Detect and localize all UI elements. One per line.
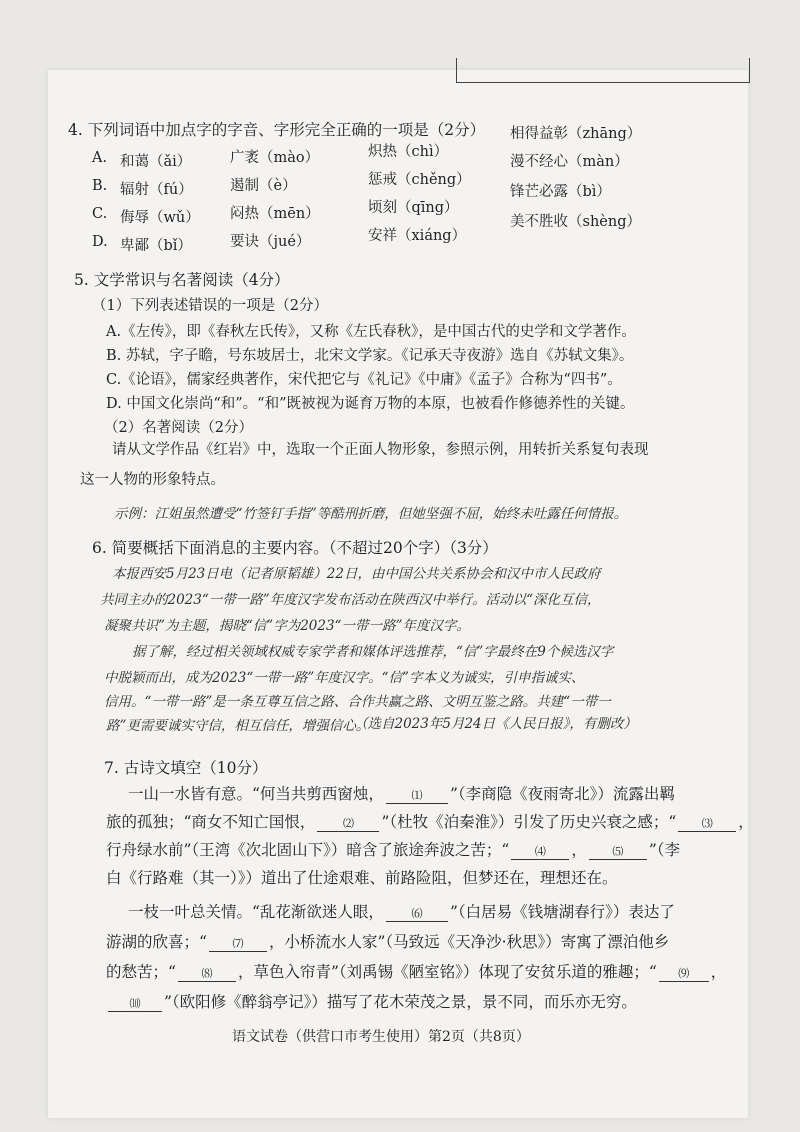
q6-line2: 共同主办的2023“一带一路”年度汉字发布活动在陕西汉中举行。活动以“深化互信， (100, 592, 601, 608)
q7-line6 (106, 930, 669, 952)
q4-b-label: B. (92, 178, 108, 194)
q7-line8 (106, 990, 637, 1012)
q6-line3: 凝聚共识”为主题，揭晓“信”字为2023“一带一路”年度汉字。 (104, 618, 470, 634)
q4-b-item3: 惩戒（chěng） (368, 172, 471, 188)
q6-stem: 6. 简要概括下面消息的主要内容。（不超过20个字）（3分） (92, 539, 498, 557)
q4-a-item2: 广袤（mào） (230, 150, 320, 166)
q7-line1 (128, 782, 675, 804)
q5-part1-stem: （1）下列表述错误的一项是（2分） (92, 298, 328, 314)
q4-a-item4: 相得益彰（zhāng） (510, 126, 642, 142)
q7-line7-text-a: 的愁苦；“ (106, 963, 176, 981)
q4-d-label: D. (92, 234, 108, 250)
q5-part2-line1: 请从文学作品《红岩》中，选取一个正面人物形象，参照示例，用转折关系复句表现 (112, 442, 649, 458)
q7-blank-8[interactable]: ⑻ (178, 967, 236, 982)
q7-line3-text-c: ”（李 (648, 841, 681, 859)
q7-blank-9[interactable]: ⑼ (659, 967, 709, 982)
q7-line4: 白《行路难（其一）》）道出了仕途艰难、前路险阻，但梦还在，理想还在。 (106, 869, 618, 887)
q7-blank-5[interactable]: ⑸ (589, 845, 647, 860)
q6-line4: 据了解，经过相关领域权威专家学者和媒体评选推荐，“信”字最终在9个候选汉字 (132, 644, 614, 660)
q4-a-label: A. (92, 150, 108, 166)
q7-line5 (128, 900, 675, 922)
q7-blank-6[interactable]: ⑹ (386, 907, 448, 922)
q5-option-a: A.《左传》，即《春秋左氏传》，又称《左氏春秋》，是中国古代的史学和文学著作。 (106, 324, 636, 340)
q4-b-item1: 辐射（fú） (120, 182, 193, 198)
q5-option-c: C.《论语》，儒家经典著作，宋代把它与《礼记》《中庸》《孟子》合称为“四书”。 (106, 372, 622, 388)
q7-line7-text-b: ，草色入帘青”（刘禹锡《陋室铭》）体现了安贫乐道的雅趣；“ (237, 963, 657, 981)
q5-part2-line2: 这一人物的形象特点。 (80, 472, 225, 488)
q7-line7-text-c: ， (710, 963, 727, 981)
q7-blank-7[interactable]: ⑺ (209, 937, 267, 952)
q4-a-item1: 和蔼（ǎi） (120, 154, 192, 170)
q4-b-item4: 漫不经心（màn） (510, 154, 629, 170)
q7-line6-text-b: ，小桥流水人家”（马致远《天净沙·秋思》）寄寓了漂泊他乡 (268, 933, 670, 951)
q4-stem: 4. 下列词语中加点字的字音、字形完全正确的一项是（2分） (68, 121, 486, 139)
q5-option-d: D. 中国文化崇尚“和”。“和”既被视为诞育万物的本原，也被看作修德养性的关键。 (106, 396, 635, 412)
q4-c-item4: 锋芒必露（bì） (510, 184, 611, 200)
q7-blank-4[interactable]: ⑷ (511, 845, 569, 860)
q7-line3-text-b: ， (571, 841, 587, 859)
q4-d-item3: 安祥（xiáng） (368, 228, 467, 244)
q7-line1-text-a: 一山一水皆有意。“何当共剪西窗烛， (128, 785, 384, 803)
q4-a-item3: 炽热（chì） (368, 144, 449, 160)
page-footer: 语文试卷（供营口市考生使用）第2页（共8页） (232, 1029, 530, 1045)
q5-part2-stem: （2）名著阅读（2分） (104, 420, 253, 436)
q7-blank-1[interactable]: ⑴ (386, 789, 448, 804)
q6-line5: 中脱颖而出，成为2023“一带一路”年度汉字。“信”字本义为诚实，引申指诚实、 (104, 670, 585, 686)
q7-stem: 7. 古诗文填空（10分） (104, 759, 268, 777)
score-box (456, 58, 750, 83)
q4-c-label: C. (92, 206, 108, 222)
q4-d-item1: 卑鄙（bǐ） (120, 238, 192, 254)
exam-page (48, 70, 754, 1118)
q6-line1: 本报西安5月23日电（记者原韬雄）22日，由中国公共关系协会和汉中市人民政府 (112, 566, 601, 582)
q7-line2-text-a: 旅的孤独；“商女不知亡国恨， (106, 813, 316, 831)
q7-line2 (106, 810, 754, 832)
q7-blank-10[interactable]: ⑽ (108, 997, 162, 1012)
q4-d-item2: 要诀（jué） (230, 234, 311, 250)
q4-c-item1: 侮辱（wǔ） (120, 210, 200, 226)
q7-line5-text-a: 一枝一叶总关情。“乱花渐欲迷人眼， (128, 903, 384, 921)
q5-option-b: B. 苏轼，字子瞻，号东坡居士，北宋文学家。《记承天寺夜游》选自《苏轼文集》。 (106, 348, 634, 364)
q6-source: （选自2023年5月24日《人民日报》，有删改） (354, 716, 637, 732)
q7-line5-text-b: ”（白居易《钱塘湖春行》）表达了 (449, 903, 675, 921)
q7-line8-text: ”（欧阳修《醉翁亭记》）描写了花木荣茂之景，景不同，而乐亦无穷。 (164, 993, 637, 1011)
q4-b-item2: 遏制（è） (230, 178, 297, 194)
q7-blank-2[interactable]: ⑵ (317, 817, 379, 832)
q7-line3-text-a: 行舟绿水前”（王湾《次北固山下》）暗含了旅途奔波之苦；“ (106, 841, 510, 859)
q7-line7 (106, 960, 726, 982)
q5-stem: 5. 文学常识与名著阅读（4分） (74, 271, 290, 289)
q4-c-item3: 顷刻（qīng） (368, 200, 459, 216)
q6-line7: 路”更需要诚实守信，相互信任，增强信心。 (106, 718, 370, 734)
q4-c-item2: 闷热（mēn） (230, 206, 320, 222)
q7-blank-3[interactable]: ⑶ (678, 817, 736, 832)
q4-d-item4: 美不胜收（shèng） (510, 214, 641, 230)
q7-line3 (106, 838, 680, 860)
q7-line2-text-b: ”（杜牧《泊秦淮》）引发了历史兴衰之感；“ (381, 813, 677, 831)
q7-line6-text-a: 游湖的欣喜；“ (106, 933, 207, 951)
q5-example: 示例：江姐虽然遭受“竹签钉手指”等酷刑折磨，但她坚强不屈，始终未吐露任何情报。 (114, 506, 628, 522)
q7-line2-text-c: ， (738, 813, 754, 831)
q7-line1-text-b: ”（李商隐《夜雨寄北》）流露出羁 (449, 785, 675, 803)
q6-line6: 信用。“一带一路”是一条互尊互信之路、合作共赢之路、文明互鉴之路。共建“一带一 (104, 694, 611, 710)
